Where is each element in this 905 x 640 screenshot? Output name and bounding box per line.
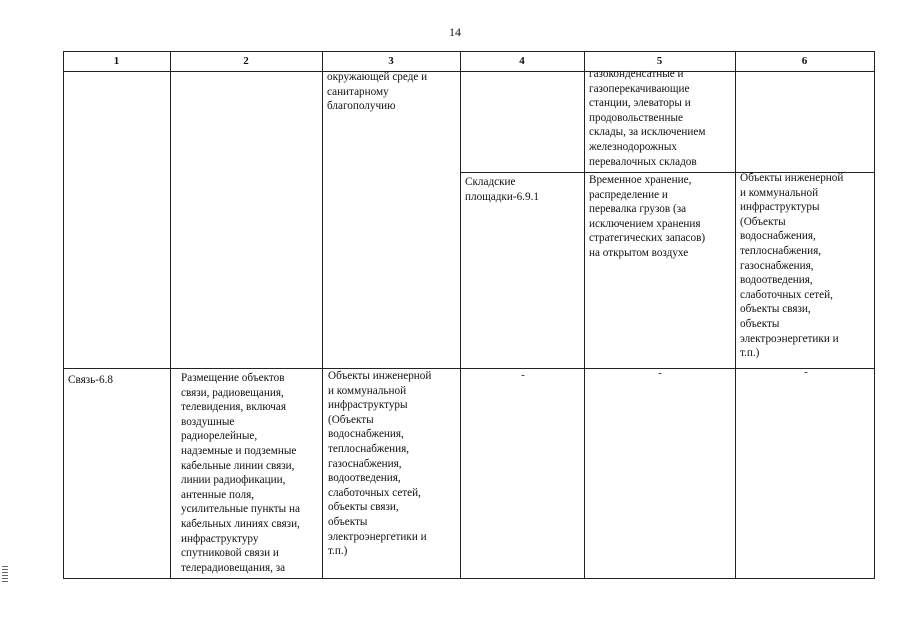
table-top-border <box>63 51 875 52</box>
continuation-col5-text: газоконденсатные и газоперекачивающие станции, элеваторы и продовольственные склады, за исключением железнодорожных перевалочных складов <box>589 68 706 168</box>
column-header-4: 4 <box>519 55 525 67</box>
storage-auxiliary-uses: Объекты инженерной и коммунальной инфраструктуры (Объекты водоснабжения, теплоснабжения, газоснабжения, водоотведения, слаботочных сетей, объекты связи, объекты электроэнергетики и т.п.) <box>740 172 844 360</box>
communication-auxiliary-uses: Объекты инженерной и коммунальной инфраструктуры (Объекты водоснабжения, теплоснабжения, газоснабжения, водоотведения, слаботочных сетей, объекты связи, объекты электроэнергетики и т.п.) <box>328 370 432 558</box>
column-divider-4-5 <box>584 51 585 579</box>
communication-col5-dash: - <box>658 367 662 379</box>
page-number: 14 <box>449 25 461 39</box>
column-divider-1-2 <box>170 51 171 579</box>
scan-artifact-marks <box>2 566 8 582</box>
table-left-border <box>63 51 64 579</box>
storage-land-use-name: Складские площадки-6.9.1 <box>465 176 539 203</box>
column-divider-2-3 <box>322 51 323 579</box>
column-header-1: 1 <box>113 55 120 67</box>
storage-description: Временное хранение, распределение и перевалка грузов (за исключением хранения стратегических запасов) на открытом воздухе <box>589 174 706 259</box>
header-bottom-border <box>63 71 875 72</box>
table-right-border <box>874 51 875 579</box>
column-divider-3-4 <box>460 51 461 579</box>
column-header-2: 2 <box>243 55 249 67</box>
continuation-col3-text: окружающей среде и санитарному благополучию <box>327 71 428 113</box>
communication-col4-dash: - <box>521 369 525 381</box>
column-header-6: 6 <box>801 55 808 67</box>
column-divider-5-6 <box>735 51 736 579</box>
table-bottom-border <box>63 578 875 579</box>
communication-description: Размещение объектов связи, радиовещания, телевидения, включая воздушные радиорелейные, надземные и подземные кабельные линии связи, линии радиофикации, антенные поля, усилительные пункты на кабельных линиях связи, инфраструктуру спутниковой связи и телерадиовещания, за <box>181 372 300 574</box>
communication-col6-dash: - <box>804 366 808 378</box>
column-header-3: 3 <box>388 55 394 67</box>
communication-land-use-name: Связь-6.8 <box>68 374 113 386</box>
column-header-5: 5 <box>656 55 663 67</box>
row-divider-communication <box>63 368 875 369</box>
